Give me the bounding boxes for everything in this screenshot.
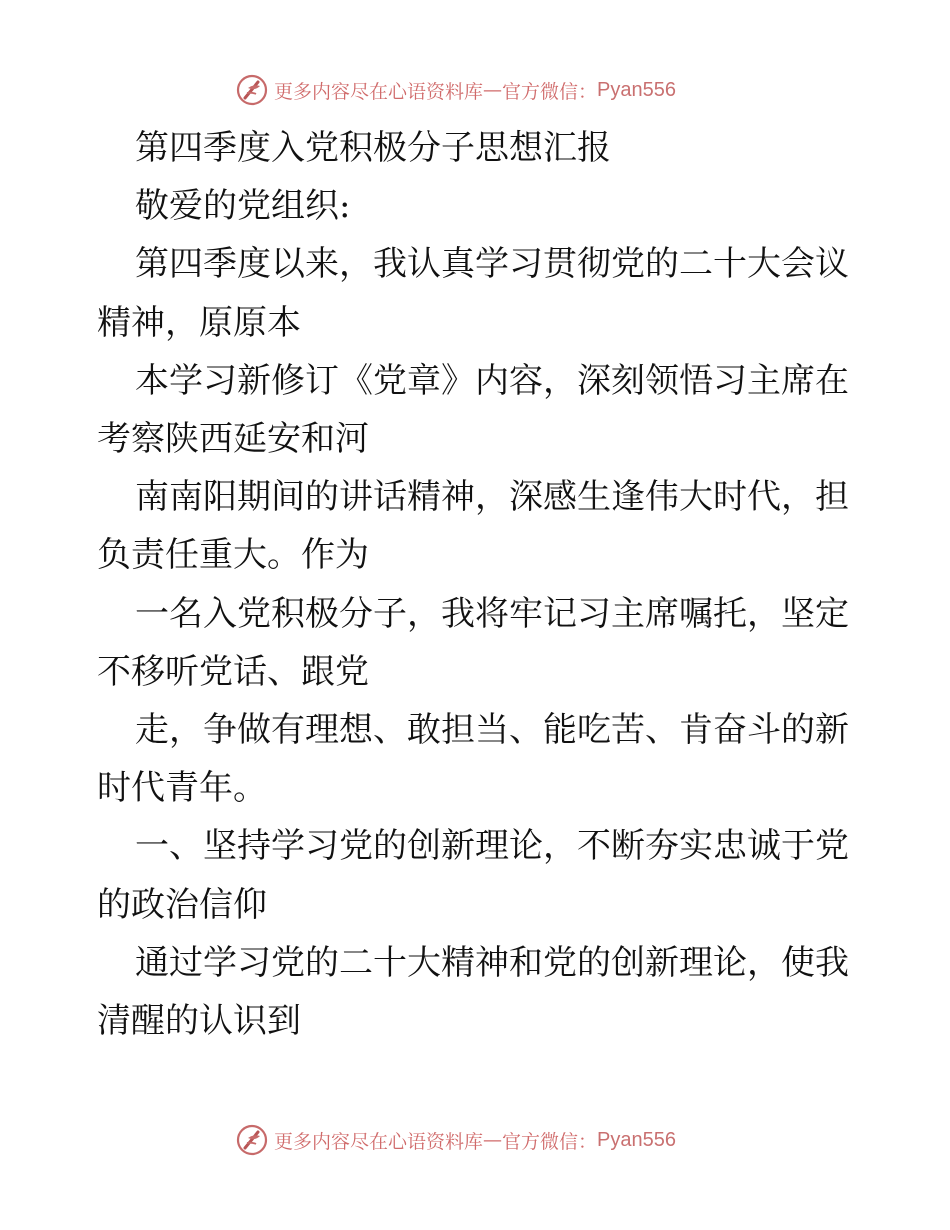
banner-separator: — [483,1129,503,1151]
feather-logo-icon [236,1124,268,1156]
banner-label: 官方微信： [502,1130,598,1153]
paragraph: 本学习新修订《党章》内容，深刻领悟习主席在考察陕西延安和河 [97,360,849,460]
banner-handle: Pyan556 [597,1128,676,1151]
banner-main-text: 更多内容尽在心语资料库 [274,80,484,103]
banner-separator: — [483,79,503,101]
paragraph: 走，争做有理想、敢担当、能吃苦、肯奋斗的新时代青年。 [97,710,849,809]
banner-handle: Pyan556 [597,78,676,101]
banner-main-text: 更多内容尽在心语资料库 [274,1130,484,1153]
paragraph: 通过学习党的二十大精神和党的创新理论，使我清醒的认识到 [97,942,849,1042]
document-title: 第四季度入党积极分子思想汇报 [135,128,611,168]
banner-label: 官方微信： [502,80,598,103]
document-body [97,119,857,1050]
paragraph: 第四季度以来，我认真学习贯彻党的二十大会议精神，原原本 [97,244,849,343]
section-heading: 一、坚持学习党的创新理论，不断夯实忠诚于党的政治信仰 [97,826,849,925]
feather-logo-icon [236,74,268,106]
header-watermark [236,73,676,107]
salutation: 敬爱的党组织: [135,186,351,227]
paragraph: 南南阳期间的讲话精神，深感生逢伟大时代，担负责任重大。作为 [97,477,849,576]
paragraph: 一名入党积极分子，我将牢记习主席嘱托，坚定不移听党话、跟党 [97,593,849,692]
footer-watermark [236,1123,676,1157]
